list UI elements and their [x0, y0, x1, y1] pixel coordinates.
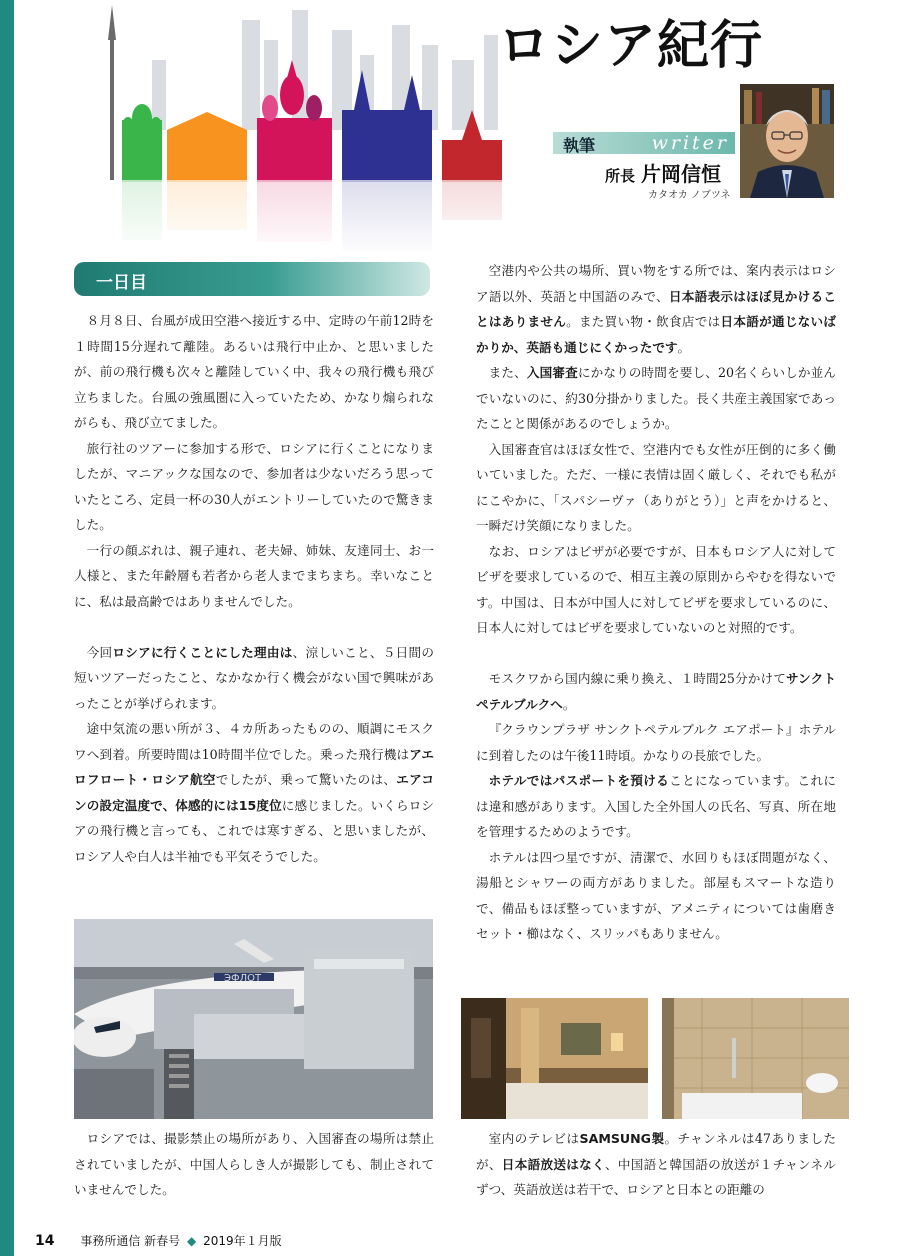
author-role: 所長	[605, 167, 636, 185]
paragraph: 室内のテレビはSAMSUNG製。チャンネルは47ありましたが、日本語放送はなく、中国語と韓国語の放送が１チャンネルずつ、英語放送は若干で、ロシアと日本との距離の	[476, 1131, 837, 1197]
issue-name: 新春号	[144, 1234, 181, 1248]
issue-date: 2019年１月版	[203, 1234, 282, 1248]
author-portrait-photo	[740, 84, 834, 198]
author-line	[605, 158, 745, 187]
paragraph: ロシアでは、撮影禁止の場所があり、入国審査の場所は禁止されていましたが、中国人らしき人が撮影しても、制止されていませんでした。	[74, 1131, 434, 1197]
right-column-bottom-text	[476, 1126, 836, 1203]
aeroflot-airplane-photo	[74, 919, 433, 1119]
right-column-text	[476, 258, 836, 947]
paragraph: 一行の顔ぶれは、親子連れ、老夫婦、姉妹、友達同士、お一人様と、また年齢層も若者から老人までまちまち。幸いなことに、私は最高齢ではありませんでした。	[74, 542, 434, 609]
page-footer	[35, 1232, 282, 1249]
moscow-skyline-illustration	[92, 0, 512, 255]
left-column-text	[74, 308, 434, 869]
writer-label-bar	[553, 132, 735, 154]
paragraph: ホテルは四つ星ですが、清潔で、水回りもほぼ問題がなく、湯船とシャワーの両方がありました。部屋もスマートな造りで、備品もほぼ整っていますが、アメニティについては歯磨きセット・櫛はなく、スリッパもありません。	[476, 849, 836, 941]
section-heading-label: 一日目	[96, 273, 147, 293]
paragraph: ホテルではパスポートを預けることになっています。これには違和感があります。入国した全外国人の氏名、写真、所在地を管理するためのようです。	[476, 773, 836, 839]
paragraph: 今回ロシアに行くことにした理由は、涼しいこと、５日間の短いツアーだったこと、なかなか行く機会がない国で興味があったことが挙げられます。	[74, 644, 435, 711]
hotel-room-photo	[461, 998, 648, 1119]
paragraph: 旅行社のツアーに参加する形で、ロシアに行くことになりましたが、マニアックな国なので、参加者は少ないだろう思っていたところ、定員一杯の30人がエントリーしていたので驚きました。	[74, 440, 434, 532]
paragraph: ８月８日、台風が成田空港へ接近する中、定時の午前12時を１時間15分遅れて離陸。あるいは飛行中止か、と思いましたが、前の飛行機も次々と離陸していく中、我々の飛行機も飛び立ちました。台風の強風圏に入っていたため、かなり煽られながらも、飛び立てました。	[74, 313, 434, 430]
paragraph: なお、ロシアはビザが必要ですが、日本もロシア人に対してビザを要求しているので、相互主義の原則からやむを得ないです。中国は、日本が中国人に対してビザを要求しているのに、日本人に対してはビザを要求していないのと対照的です。	[476, 543, 836, 635]
plane-livery-text: ЭФЛОТ	[224, 973, 262, 984]
writer-label-en: writer	[651, 132, 729, 154]
paragraph: 入国審査官はほぼ女性で、空港内でも女性が圧倒的に多く働いていました。ただ、一様に表情は固く厳しく、それでも私がにこやかに、「スパシーヴァ（ありがとう）」と声をかけると、一瞬だけ笑顔になりました。	[476, 441, 836, 533]
publication-name: 事務所通信	[80, 1234, 141, 1248]
page-number: 14	[35, 1233, 55, 1249]
paragraph: モスクワから国内線に乗り換え、１時間25分かけてサンクトペテルブルクへ。	[476, 671, 836, 712]
section-heading-day1	[74, 262, 430, 296]
author-kana: カタオカ ノブツネ	[648, 190, 731, 201]
side-accent-bar	[0, 0, 14, 1256]
author-name: 片岡信恒	[641, 162, 722, 186]
paragraph: 途中気流の悪い所が３、４カ所あったものの、順調にモスクワへ到着。所要時間は10時間半位でした。乗った飛行機はアエロフロート・ロシア航空でしたが、乗って驚いたのは、エアコンの設定温度で、体感的には15度位に感じました。いくらロシアの飛行機と言っても、これでは寒すぎる、と思いましたが、ロシア人や白人は半袖でも平気そうでした。	[74, 721, 435, 864]
writer-label-jp: 執筆	[563, 136, 596, 155]
paragraph: 空港内や公共の場所、買い物をする所では、案内表示はロシア語以外、英語と中国語のみで、日本語表示はほぼ見かけることはありません。また買い物・飲食店では日本語が通じないばかりか、英語も通じにくかったです。	[476, 263, 837, 355]
hotel-bathroom-photo	[662, 998, 849, 1119]
diamond-icon: ◆	[187, 1234, 197, 1248]
paragraph: また、入国審査にかなりの時間を要し、20名くらいしか並んでいないのに、約30分掛かりました。長く共産主義国家であったことと関係があるのでしょうか。	[476, 365, 837, 431]
paragraph: 『クラウンプラザ サンクトペテルブルク エアポート』ホテルに到着したのは午後11時頃。かなりの長旅でした。	[476, 722, 836, 763]
left-column-caption-text	[74, 1126, 434, 1203]
page-title: ロシア紀行	[498, 16, 764, 76]
